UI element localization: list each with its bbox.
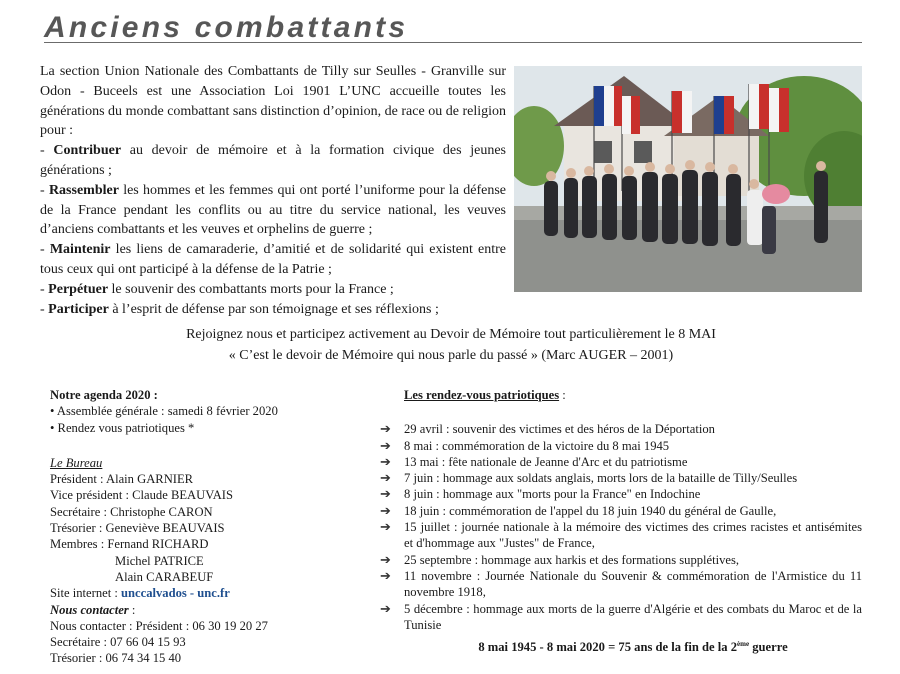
event-text: 25 septembre : hommage aux harkis et des formations supplétives,: [404, 552, 740, 567]
contact-heading: [50, 602, 370, 618]
agenda-item: • Rendez vous patriotiques *: [50, 420, 195, 435]
intro-paragraph: La section Union Nationale des Combattants de Tilly sur Seulles - Granville sur Odon - Buceels est une Association Loi 1901 L’UNC accueille toutes les générations du monde combattant sans distinction d’opinion, de race ou de religion pour :: [40, 64, 506, 139]
contact-secretaire: Secrétaire : 07 66 04 15 93: [50, 635, 186, 650]
bullet-participer: [40, 300, 506, 320]
arrow-icon: ➔: [380, 502, 391, 518]
bullet-text: les liens de camaraderie, d’amitié et de solidarité qui existent entre tous ceux qui ont participé à la défense de la Patrie ;: [40, 242, 506, 277]
agenda-item: • Assemblée générale : samedi 8 février 2020: [50, 404, 278, 419]
arrow-icon: ➔: [380, 600, 391, 616]
event-text: 13 mai : fête nationale de Jeanne d'Arc et du patriotisme: [404, 454, 688, 469]
page-heading: Anciens combattants: [44, 11, 409, 44]
bullet-text: le souvenir des combattants morts pour la France ;: [108, 281, 394, 297]
contact-president: Nous contacter : Président : 06 30 19 20 27: [50, 618, 268, 633]
anniversary-text: 8 mai 1945 - 8 mai 2020 = 75 ans de la fin de la 2: [478, 640, 738, 655]
bureau-vice-president: Vice président : Claude BEAUVAIS: [50, 488, 233, 503]
event-text: 29 avril : souvenir des victimes et des héros de la Déportation: [404, 422, 715, 437]
bullet-text: au devoir de mémoire et à la formation civique des jeunes générations ;: [40, 143, 506, 178]
arrow-icon: ➔: [380, 437, 391, 453]
event-item: [380, 601, 862, 634]
bullet-prefix: -: [40, 242, 50, 258]
join-line: Rejoignez nous et participez activement au Devoir de Mémoire tout particulièrement le 8 MAI: [186, 327, 716, 342]
bullet-perpetuer: [40, 280, 506, 300]
contact-tresorier: Trésorier : 06 74 34 15 40: [50, 651, 182, 666]
contact-title: Nous contacter: [50, 602, 129, 617]
contact-title-suffix: :: [128, 602, 136, 617]
rendezvous-title: Les rendez-vous patriotiques: [404, 388, 560, 402]
rendezvous-title-suffix: :: [559, 388, 566, 402]
event-text: 7 juin : hommage aux soldats anglais, morts lors de la bataille de Tilly/Seulles: [404, 471, 798, 486]
event-text: 11 novembre : Journée Nationale du Souvenir & commémoration de l'Armistice du 11 novembre 1918,: [404, 568, 862, 600]
rendezvous-heading: [380, 387, 862, 403]
bureau-president: Président : Alain GARNIER: [50, 472, 194, 487]
event-text: 15 juillet : journée nationale à la mémoire des victimes des crimes racistes et antisémites et d'hommage aux "Justes" de France,: [404, 520, 862, 551]
bureau-tresoriere: Trésorier : Geneviève BEAUVAIS: [50, 521, 225, 536]
bullet-prefix: -: [40, 281, 49, 297]
site-link[interactable]: unccalvados - unc.fr: [121, 586, 230, 601]
event-item: [380, 519, 862, 552]
bullet-prefix: -: [40, 143, 54, 159]
event-item: [380, 470, 862, 486]
event-text: 8 juin : hommage aux "morts pour la France" en Indochine: [404, 487, 701, 502]
bullet-contribuer: [40, 141, 506, 181]
event-text: 18 juin : commémoration de l'appel du 18 juin 1940 du général de Gaulle,: [404, 503, 777, 518]
event-item: [380, 486, 862, 502]
event-item: [380, 421, 862, 437]
event-text: 8 mai : commémoration de la victoire du 8 mai 1945: [404, 438, 670, 453]
arrow-icon: ➔: [380, 470, 391, 486]
site-line: [50, 585, 370, 601]
intro-section: [40, 62, 506, 319]
bullet-maintenir: [40, 240, 506, 280]
bullet-verb: Participer: [48, 301, 109, 317]
bureau-membre: Alain CARABEUF: [115, 569, 214, 584]
ceremony-photo: [514, 66, 862, 292]
bullet-verb: Contribuer: [53, 143, 122, 159]
arrow-icon: ➔: [380, 519, 391, 535]
bureau-secretaire: Secrétaire : Christophe CARON: [50, 504, 213, 519]
arrow-icon: ➔: [380, 551, 391, 567]
quote-line: « C’est le devoir de Mémoire qui nous parle du passé » (Marc AUGER – 2001): [228, 348, 674, 363]
right-column: [380, 387, 862, 656]
bureau-membres: Membres : Fernand RICHARD: [50, 537, 209, 552]
bullet-text: les hommes et les femmes qui ont porté l’uniforme pour la défense de la France pendant les conflits ou au titre du service national, les veuves d’anciens combattants et les veuves et orphelins de guerre ;: [40, 182, 506, 238]
anniversary-sup: ème: [737, 640, 750, 649]
heading-rule: [44, 42, 862, 43]
bullet-verb: Perpétuer: [48, 281, 109, 297]
event-item: [380, 454, 862, 470]
bullet-prefix: -: [40, 182, 49, 198]
arrow-icon: ➔: [380, 453, 391, 469]
bullet-verb: Maintenir: [49, 242, 111, 258]
bullet-prefix: -: [40, 301, 49, 317]
arrow-icon: ➔: [380, 567, 391, 583]
event-item: [380, 438, 862, 454]
agenda-title: Notre agenda 2020 :: [50, 388, 158, 402]
event-text: 5 décembre : hommage aux morts de la guerre d'Algérie et des combats du Maroc et de la Tunisie: [404, 601, 862, 632]
event-item: [380, 568, 862, 601]
bullet-verb: Rassembler: [48, 182, 119, 198]
event-item: [380, 503, 862, 519]
bullet-rassembler: [40, 181, 506, 240]
bullet-text: à l’esprit de défense par son témoignage et ses réflexions ;: [108, 301, 439, 317]
site-label: Site internet :: [50, 586, 121, 601]
join-message: [40, 324, 862, 366]
arrow-icon: ➔: [380, 421, 391, 437]
anniversary-tail: guerre: [749, 640, 788, 655]
ceremony-photo-illustration: [514, 66, 862, 292]
left-column: [50, 387, 370, 667]
event-item: [380, 552, 862, 568]
anniversary-line: [380, 636, 862, 655]
bureau-membre: Michel PATRICE: [115, 553, 204, 568]
bureau-title: Le Bureau: [50, 455, 103, 470]
arrow-icon: ➔: [380, 486, 391, 502]
